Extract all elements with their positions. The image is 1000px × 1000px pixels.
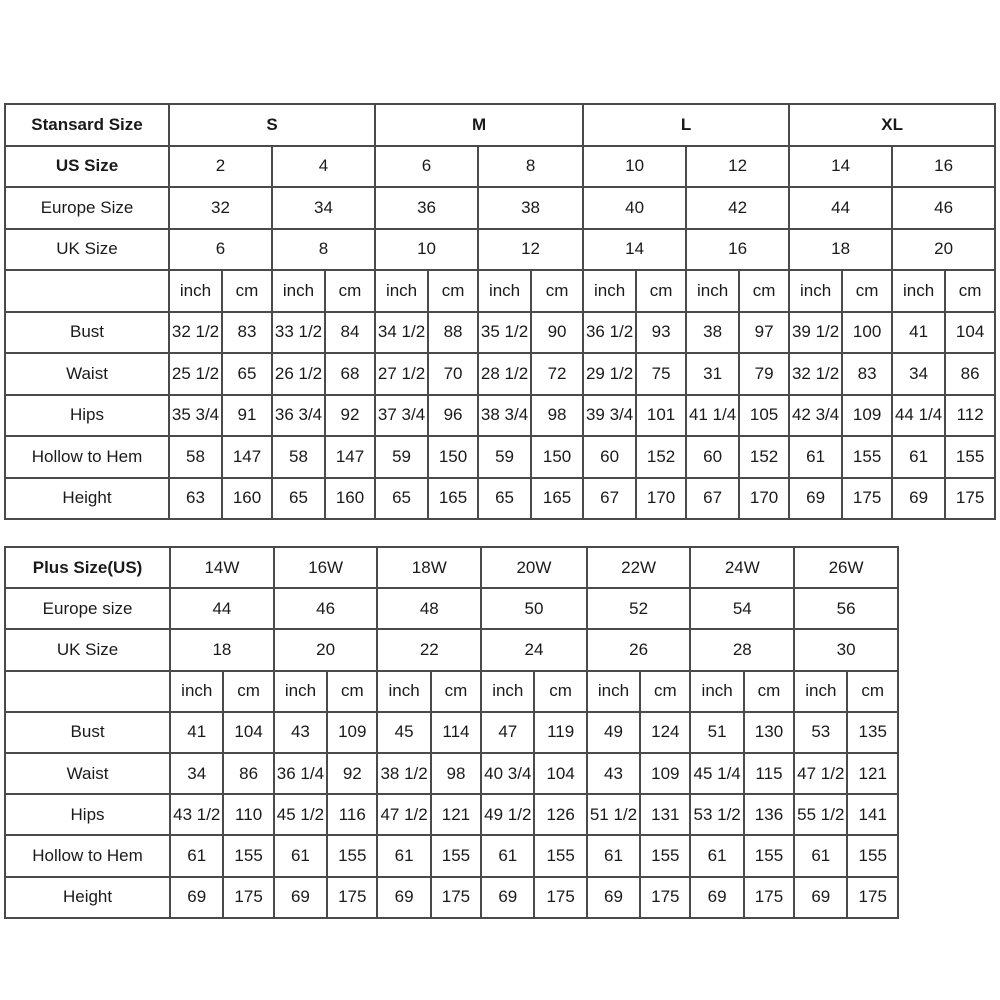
uk-size-cell: 16 (686, 229, 789, 271)
measurement-label: Height (5, 478, 169, 520)
cm-value-cell: 65 (222, 353, 272, 395)
uk-size-cell: 14 (583, 229, 686, 271)
cm-value-cell: 112 (945, 395, 995, 437)
us-size-cell: 2 (169, 146, 272, 188)
europe-size-row (5, 187, 995, 229)
plus-cm-value-cell: 126 (534, 794, 586, 835)
cm-value-cell: 170 (739, 478, 789, 520)
plus-uk-size-row (5, 629, 898, 670)
plus-inch-value-cell: 49 1/2 (481, 794, 534, 835)
plus-inch-value-cell: 69 (481, 877, 534, 918)
cm-value-cell: 160 (325, 478, 375, 520)
europe-size-cell: 44 (789, 187, 892, 229)
plus-inch-value-cell: 69 (587, 877, 640, 918)
plus-measurement-row (5, 877, 898, 918)
plus-europe-size-cell: 46 (274, 588, 378, 629)
plus-cm-value-cell: 121 (431, 794, 481, 835)
plus-unit-cm-cell: cm (534, 671, 586, 712)
uk-size-cell: 12 (478, 229, 583, 271)
plus-uk-size-cell: 18 (170, 629, 274, 670)
plus-uk-size-cell: 24 (481, 629, 587, 670)
plus-europe-size-row (5, 588, 898, 629)
plus-cm-value-cell: 116 (327, 794, 377, 835)
plus-inch-value-cell: 69 (170, 877, 223, 918)
cm-value-cell: 91 (222, 395, 272, 437)
unit-cm-cell: cm (325, 270, 375, 312)
cm-value-cell: 152 (739, 436, 789, 478)
inch-value-cell: 60 (686, 436, 739, 478)
plus-us-size-cell: 14W (170, 547, 274, 588)
europe-size-cell: 32 (169, 187, 272, 229)
plus-inch-value-cell: 51 (690, 712, 743, 753)
cm-value-cell: 150 (428, 436, 478, 478)
plus-inch-value-cell: 49 (587, 712, 640, 753)
inch-value-cell: 61 (789, 436, 842, 478)
plus-us-size-cell: 22W (587, 547, 691, 588)
plus-uk-size-cell: 28 (690, 629, 794, 670)
plus-measurement-row (5, 712, 898, 753)
unit-cm-cell: cm (531, 270, 583, 312)
plus-cm-value-cell: 135 (847, 712, 898, 753)
cm-value-cell: 152 (636, 436, 686, 478)
inch-value-cell: 29 1/2 (583, 353, 636, 395)
plus-cm-value-cell: 124 (640, 712, 690, 753)
unit-inch-cell: inch (478, 270, 531, 312)
plus-uk-size-cell: 20 (274, 629, 378, 670)
plus-inch-value-cell: 53 1/2 (690, 794, 743, 835)
plus-cm-value-cell: 98 (431, 753, 481, 794)
unit-cm-cell: cm (842, 270, 892, 312)
plus-us-size-cell: 24W (690, 547, 794, 588)
cm-value-cell: 75 (636, 353, 686, 395)
europe-size-cell: 40 (583, 187, 686, 229)
plus-cm-value-cell: 175 (431, 877, 481, 918)
inch-value-cell: 34 1/2 (375, 312, 428, 354)
cm-value-cell: 84 (325, 312, 375, 354)
plus-europe-size-cell: 44 (170, 588, 274, 629)
uk-size-cell: 10 (375, 229, 478, 271)
us-size-row (5, 146, 995, 188)
plus-cm-value-cell: 110 (223, 794, 273, 835)
plus-inch-value-cell: 43 (587, 753, 640, 794)
cm-value-cell: 155 (842, 436, 892, 478)
cm-value-cell: 96 (428, 395, 478, 437)
inch-value-cell: 38 3/4 (478, 395, 531, 437)
plus-inch-value-cell: 69 (690, 877, 743, 918)
plus-measurement-row (5, 835, 898, 876)
inch-value-cell: 69 (789, 478, 842, 520)
plus-cm-value-cell: 175 (534, 877, 586, 918)
plus-cm-value-cell: 86 (223, 753, 273, 794)
cm-value-cell: 79 (739, 353, 789, 395)
inch-value-cell: 61 (892, 436, 945, 478)
plus-cm-value-cell: 155 (431, 835, 481, 876)
measurement-row (5, 478, 995, 520)
cm-value-cell: 175 (842, 478, 892, 520)
plus-unit-cm-cell: cm (327, 671, 377, 712)
plus-measurement-label: Hollow to Hem (5, 835, 170, 876)
plus-inch-value-cell: 55 1/2 (794, 794, 847, 835)
plus-europe-size-label: Europe size (5, 588, 170, 629)
inch-value-cell: 65 (272, 478, 325, 520)
plus-inch-value-cell: 69 (377, 877, 430, 918)
inch-value-cell: 65 (375, 478, 428, 520)
plus-inch-value-cell: 43 (274, 712, 327, 753)
cm-value-cell: 92 (325, 395, 375, 437)
inch-value-cell: 63 (169, 478, 222, 520)
plus-cm-value-cell: 175 (223, 877, 273, 918)
unit-cm-cell: cm (222, 270, 272, 312)
uk-size-label: UK Size (5, 229, 169, 271)
plus-us-size-cell: 20W (481, 547, 587, 588)
inch-value-cell: 41 (892, 312, 945, 354)
plus-inch-value-cell: 61 (587, 835, 640, 876)
standard-measurement-rows (5, 312, 995, 520)
uk-size-cell: 20 (892, 229, 995, 271)
cm-value-cell: 90 (531, 312, 583, 354)
us-size-cell: 6 (375, 146, 478, 188)
plus-inch-value-cell: 43 1/2 (170, 794, 223, 835)
cm-value-cell: 147 (222, 436, 272, 478)
cm-value-cell: 101 (636, 395, 686, 437)
plus-cm-value-cell: 141 (847, 794, 898, 835)
plus-cm-value-cell: 130 (744, 712, 794, 753)
measurement-label: Hollow to Hem (5, 436, 169, 478)
inch-value-cell: 28 1/2 (478, 353, 531, 395)
plus-inch-value-cell: 47 1/2 (377, 794, 430, 835)
inch-value-cell: 67 (583, 478, 636, 520)
cm-value-cell: 155 (945, 436, 995, 478)
plus-europe-size-cell: 50 (481, 588, 587, 629)
inch-value-cell: 37 3/4 (375, 395, 428, 437)
inch-value-cell: 35 1/2 (478, 312, 531, 354)
measurement-label: Waist (5, 353, 169, 395)
inch-value-cell: 58 (272, 436, 325, 478)
plus-cm-value-cell: 114 (431, 712, 481, 753)
measurement-label: Hips (5, 395, 169, 437)
inch-value-cell: 60 (583, 436, 636, 478)
cm-value-cell: 88 (428, 312, 478, 354)
inch-value-cell: 44 1/4 (892, 395, 945, 437)
plus-cm-value-cell: 175 (847, 877, 898, 918)
plus-measurement-rows (5, 712, 898, 918)
plus-inch-value-cell: 38 1/2 (377, 753, 430, 794)
inch-value-cell: 25 1/2 (169, 353, 222, 395)
standard-size-label: Stansard Size (5, 104, 169, 146)
size-group-xl: XL (789, 104, 995, 146)
plus-cm-value-cell: 104 (223, 712, 273, 753)
measurement-row (5, 436, 995, 478)
plus-uk-size-cell: 26 (587, 629, 691, 670)
inch-value-cell: 42 3/4 (789, 395, 842, 437)
cm-value-cell: 86 (945, 353, 995, 395)
plus-cm-value-cell: 175 (640, 877, 690, 918)
measurement-label: Bust (5, 312, 169, 354)
plus-cm-value-cell: 136 (744, 794, 794, 835)
europe-size-cell: 38 (478, 187, 583, 229)
plus-inch-value-cell: 61 (377, 835, 430, 876)
europe-size-cell: 46 (892, 187, 995, 229)
size-group-l: L (583, 104, 789, 146)
plus-inch-value-cell: 45 1/2 (274, 794, 327, 835)
plus-inch-value-cell: 36 1/4 (274, 753, 327, 794)
us-size-cell: 12 (686, 146, 789, 188)
plus-cm-value-cell: 104 (534, 753, 586, 794)
plus-cm-value-cell: 115 (744, 753, 794, 794)
inch-value-cell: 39 3/4 (583, 395, 636, 437)
plus-cm-value-cell: 131 (640, 794, 690, 835)
plus-cm-value-cell: 155 (327, 835, 377, 876)
cm-value-cell: 97 (739, 312, 789, 354)
cm-value-cell: 98 (531, 395, 583, 437)
uk-size-cell: 18 (789, 229, 892, 271)
unit-cm-cell: cm (945, 270, 995, 312)
plus-measurement-label: Height (5, 877, 170, 918)
plus-inch-value-cell: 61 (274, 835, 327, 876)
cm-value-cell: 160 (222, 478, 272, 520)
unit-cm-cell: cm (428, 270, 478, 312)
cm-value-cell: 72 (531, 353, 583, 395)
plus-us-size-row (5, 547, 898, 588)
inch-value-cell: 39 1/2 (789, 312, 842, 354)
unit-inch-cell: inch (686, 270, 739, 312)
inch-value-cell: 33 1/2 (272, 312, 325, 354)
plus-cm-value-cell: 155 (744, 835, 794, 876)
plus-cm-value-cell: 155 (223, 835, 273, 876)
inch-value-cell: 59 (375, 436, 428, 478)
plus-inch-value-cell: 53 (794, 712, 847, 753)
plus-inch-value-cell: 34 (170, 753, 223, 794)
plus-europe-size-cell: 52 (587, 588, 691, 629)
inch-value-cell: 32 1/2 (789, 353, 842, 395)
cm-value-cell: 170 (636, 478, 686, 520)
size-group-m: M (375, 104, 583, 146)
us-size-label: US Size (5, 146, 169, 188)
inch-value-cell: 69 (892, 478, 945, 520)
unit-inch-cell: inch (789, 270, 842, 312)
plus-inch-value-cell: 51 1/2 (587, 794, 640, 835)
cm-value-cell: 147 (325, 436, 375, 478)
plus-cm-value-cell: 92 (327, 753, 377, 794)
standard-size-table (4, 103, 996, 520)
plus-inch-value-cell: 61 (170, 835, 223, 876)
us-size-cell: 14 (789, 146, 892, 188)
cm-value-cell: 100 (842, 312, 892, 354)
plus-unit-inch-cell: inch (794, 671, 847, 712)
measurement-row (5, 395, 995, 437)
plus-inch-value-cell: 41 (170, 712, 223, 753)
inch-value-cell: 36 3/4 (272, 395, 325, 437)
inch-value-cell: 26 1/2 (272, 353, 325, 395)
inch-value-cell: 58 (169, 436, 222, 478)
plus-us-size-cell: 18W (377, 547, 481, 588)
europe-size-cell: 34 (272, 187, 375, 229)
plus-unit-inch-cell: inch (481, 671, 534, 712)
plus-unit-inch-cell: inch (377, 671, 430, 712)
size-group-s: S (169, 104, 375, 146)
inch-value-cell: 67 (686, 478, 739, 520)
unit-row-empty-cell (5, 270, 169, 312)
cm-value-cell: 175 (945, 478, 995, 520)
unit-inch-cell: inch (272, 270, 325, 312)
plus-europe-size-cell: 56 (794, 588, 898, 629)
inch-value-cell: 59 (478, 436, 531, 478)
plus-europe-size-cell: 48 (377, 588, 481, 629)
plus-cm-value-cell: 155 (640, 835, 690, 876)
plus-cm-value-cell: 109 (327, 712, 377, 753)
plus-measurement-label: Hips (5, 794, 170, 835)
us-size-cell: 8 (478, 146, 583, 188)
uk-size-row (5, 229, 995, 271)
unit-inch-cell: inch (892, 270, 945, 312)
cm-value-cell: 93 (636, 312, 686, 354)
inch-value-cell: 27 1/2 (375, 353, 428, 395)
plus-cm-value-cell: 155 (847, 835, 898, 876)
cm-value-cell: 83 (842, 353, 892, 395)
plus-unit-cm-cell: cm (640, 671, 690, 712)
cm-value-cell: 104 (945, 312, 995, 354)
cm-value-cell: 150 (531, 436, 583, 478)
plus-unit-row (5, 671, 898, 712)
cm-value-cell: 165 (428, 478, 478, 520)
plus-inch-value-cell: 45 1/4 (690, 753, 743, 794)
plus-europe-size-cell: 54 (690, 588, 794, 629)
cm-value-cell: 70 (428, 353, 478, 395)
us-size-cell: 10 (583, 146, 686, 188)
plus-unit-cm-cell: cm (744, 671, 794, 712)
plus-unit-inch-cell: inch (170, 671, 223, 712)
plus-unit-inch-cell: inch (587, 671, 640, 712)
uk-size-cell: 8 (272, 229, 375, 271)
plus-cm-value-cell: 109 (640, 753, 690, 794)
unit-row (5, 270, 995, 312)
us-size-cell: 4 (272, 146, 375, 188)
plus-inch-value-cell: 47 1/2 (794, 753, 847, 794)
cm-value-cell: 165 (531, 478, 583, 520)
cm-value-cell: 83 (222, 312, 272, 354)
inch-value-cell: 32 1/2 (169, 312, 222, 354)
europe-size-label: Europe Size (5, 187, 169, 229)
plus-inch-value-cell: 40 3/4 (481, 753, 534, 794)
inch-value-cell: 35 3/4 (169, 395, 222, 437)
measurement-row (5, 353, 995, 395)
plus-cm-value-cell: 175 (744, 877, 794, 918)
us-size-cell: 16 (892, 146, 995, 188)
unit-cm-cell: cm (739, 270, 789, 312)
size-group-row (5, 104, 995, 146)
inch-value-cell: 31 (686, 353, 739, 395)
plus-cm-value-cell: 155 (534, 835, 586, 876)
plus-uk-size-label: UK Size (5, 629, 170, 670)
plus-uk-size-cell: 30 (794, 629, 898, 670)
plus-unit-inch-cell: inch (690, 671, 743, 712)
plus-unit-cm-cell: cm (847, 671, 898, 712)
plus-cm-value-cell: 175 (327, 877, 377, 918)
inch-value-cell: 38 (686, 312, 739, 354)
plus-measurement-row (5, 794, 898, 835)
cm-value-cell: 105 (739, 395, 789, 437)
plus-cm-value-cell: 121 (847, 753, 898, 794)
plus-inch-value-cell: 45 (377, 712, 430, 753)
plus-uk-size-cell: 22 (377, 629, 481, 670)
europe-size-cell: 42 (686, 187, 789, 229)
plus-unit-cm-cell: cm (431, 671, 481, 712)
plus-inch-value-cell: 69 (274, 877, 327, 918)
inch-value-cell: 34 (892, 353, 945, 395)
plus-size-label: Plus Size(US) (5, 547, 170, 588)
plus-us-size-cell: 16W (274, 547, 378, 588)
plus-measurement-label: Waist (5, 753, 170, 794)
plus-inch-value-cell: 69 (794, 877, 847, 918)
plus-measurement-row (5, 753, 898, 794)
unit-cm-cell: cm (636, 270, 686, 312)
plus-inch-value-cell: 61 (481, 835, 534, 876)
plus-cm-value-cell: 119 (534, 712, 586, 753)
plus-inch-value-cell: 61 (690, 835, 743, 876)
inch-value-cell: 65 (478, 478, 531, 520)
inch-value-cell: 41 1/4 (686, 395, 739, 437)
inch-value-cell: 36 1/2 (583, 312, 636, 354)
plus-us-size-cell: 26W (794, 547, 898, 588)
plus-size-table (4, 546, 899, 919)
europe-size-cell: 36 (375, 187, 478, 229)
unit-inch-cell: inch (583, 270, 636, 312)
cm-value-cell: 109 (842, 395, 892, 437)
plus-inch-value-cell: 61 (794, 835, 847, 876)
plus-measurement-label: Bust (5, 712, 170, 753)
unit-inch-cell: inch (169, 270, 222, 312)
measurement-row (5, 312, 995, 354)
uk-size-cell: 6 (169, 229, 272, 271)
plus-unit-row-empty-cell (5, 671, 170, 712)
plus-unit-cm-cell: cm (223, 671, 273, 712)
unit-inch-cell: inch (375, 270, 428, 312)
cm-value-cell: 68 (325, 353, 375, 395)
plus-inch-value-cell: 47 (481, 712, 534, 753)
plus-unit-inch-cell: inch (274, 671, 327, 712)
